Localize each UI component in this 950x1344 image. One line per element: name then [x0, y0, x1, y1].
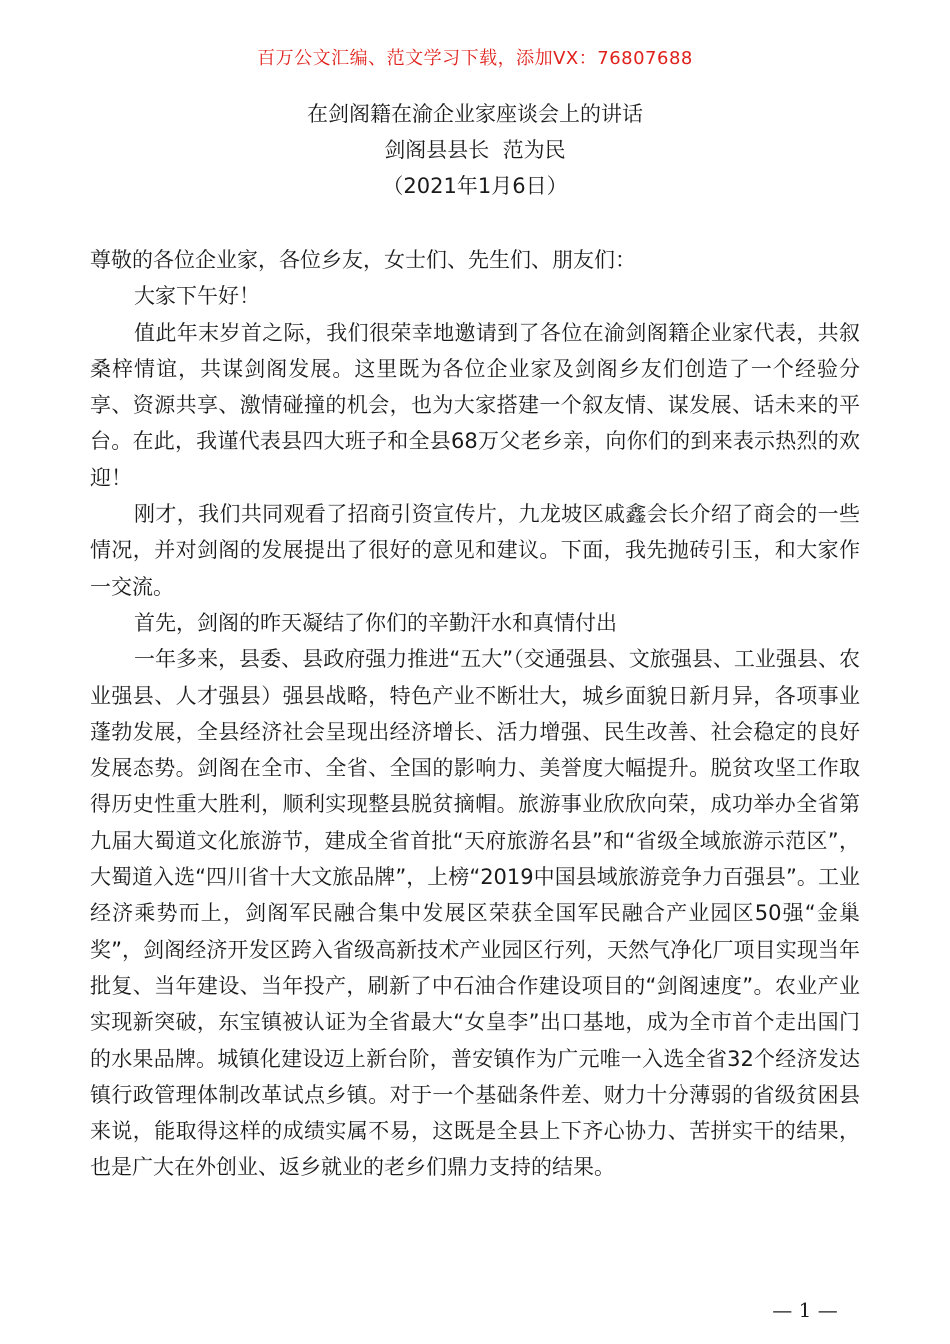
page-number: — 1 — — [772, 1298, 838, 1322]
watermark-text: 百万公文汇编、范文学习下载，添加VX：76807688 — [257, 48, 693, 69]
greeting: 大家下午好！ — [134, 284, 260, 309]
salutation: 尊敬的各位企业家，各位乡友，女士们、先生们、朋友们： — [90, 248, 636, 272]
paragraph-welcome: 值此年末岁首之际，我们很荣幸地邀请到了各位在渝剑阁籍企业家代表，共叙桑梓情谊，共谋剑阁发展。这里既为各位企业家及剑阁乡友们创造了一个经验分享、资源共享、激情碰撞的机会，也为大家搭建一个叙友情、谋发展、话未来的平台。在此，我谨代表县四大班子和全县68万父老乡亲，向你们的到来表示热烈的欢迎！ — [90, 320, 860, 490]
section-heading: 首先，剑阁的昨天凝结了你们的辛勤汗水和真情付出 — [134, 610, 617, 635]
speech-body — [90, 242, 860, 1186]
document-date: （2021年1月6日） — [382, 174, 568, 198]
document-title: 在剑阁籍在渝企业家座谈会上的讲话 — [307, 102, 643, 126]
paragraph-introduction: 刚才，我们共同观看了招商引资宣传片，九龙坡区戚鑫会长介绍了商会的一些情况，并对剑阁的发展提出了很好的意见和建议。下面，我先抛砖引玉，和大家作一交流。 — [90, 502, 860, 599]
paragraph-achievements: 一年多来，县委、县政府强力推进“五大”（交通强县、文旅强县、工业强县、农业强县、人才强县）强县战略，特色产业不断壮大，城乡面貌日新月异，各项事业蓬勃发展，全县经济社会呈现出经济增长、活力增强、民生改善、社会稳定的良好发展态势。剑阁在全市、全省、全国的影响力、美誉度大幅提升。脱贫攻坚工作取得历史性重大胜利，顺利实现整县脱贫摘帽。旅游事业欣欣向荣，成功举办全省第九届大蜀道文化旅游节，建成全省首批“天府旅游名县”和“省级全域旅游示范区”，大蜀道入选“四川省十大文旅品牌”，上榜“2019中国县域旅游竞争力百强县”。工业经济乘势而上，剑阁军民融合集中发展区荣获全国军民融合产业园区50强“金巢奖”，剑阁经济开发区跨入省级高新技术产业园区行列，天然气净化厂项目实现当年批复、当年建设、当年投产，刷新了中石油合作建设项目的“剑阁速度”。农业产业实现新突破，东宝镇被认证为全省最大“女皇李”出口基地，成为全市首个走出国门的水果品牌。城镇化建设迈上新台阶，普安镇作为广元唯一入选全省32个经济发达镇行政管理体制改革试点乡镇。对于一个基础条件差、财力十分薄弱的省级贫困县来说，能取得这样的成绩实属不易，这既是全县上下齐心协力、苦拼实干的结果，也是广大在外创业、返乡就业的老乡们鼎力支持的结果。 — [90, 647, 860, 1180]
document-author: 剑阁县县长 范为民 — [384, 138, 566, 162]
